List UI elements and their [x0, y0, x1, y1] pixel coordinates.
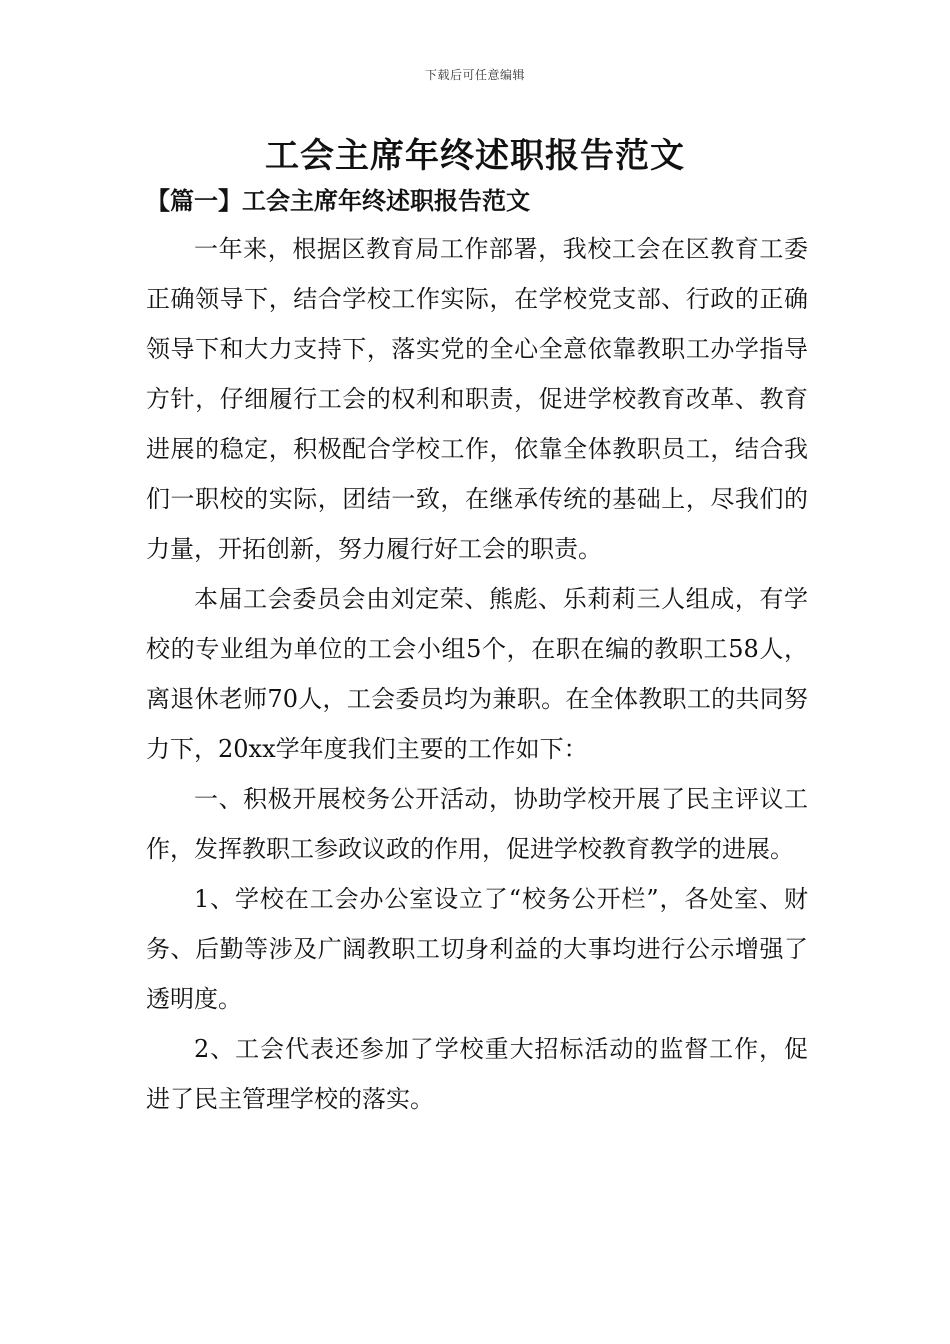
paragraph: 1、学校在工会办公室设立了“校务公开栏”，各处室、财务、后勤等涉及广阔教职工切身利益的大事均进行公示增强了透明度。 — [146, 885, 808, 1013]
paragraph: 2、工会代表还参加了学校重大招标活动的监督工作，促进了民主管理学校的落实。 — [146, 1035, 808, 1113]
document-title: 工会主席年终述职报告范文 — [265, 136, 685, 176]
header-note: 下载后可任意编辑 — [424, 68, 525, 82]
paragraph: 一年来，根据区教育局工作部署，我校工会在区教育工委正确领导下，结合学校工作实际，在学校党支部、行政的正确领导下和大力支持下，落实党的全心全意依靠教职工办学指导方针，仔细履行工会的权利和职责，促进学校教育改革、教育进展的稳定，积极配合学校工作，依靠全体教职员工，结合我们一职校的实际，团结一致，在继承传统的基础上，尽我们的力量，开拓创新，努力履行好工会的职责。 — [146, 235, 808, 563]
document-body — [146, 224, 808, 1124]
section-heading: 【篇一】工会主席年终述职报告范文 — [146, 186, 530, 215]
paragraph: 本届工会委员会由刘定荣、熊彪、乐莉莉三人组成，有学校的专业组为单位的工会小组5个，在职在编的教职工58人，离退休老师70人，工会委员均为兼职。在全体教职工的共同努力下，20xx学年度我们主要的工作如下： — [146, 585, 808, 763]
paragraph: 一、积极开展校务公开活动，协助学校开展了民主评议工作，发挥教职工参政议政的作用，促进学校教育教学的进展。 — [146, 785, 808, 863]
